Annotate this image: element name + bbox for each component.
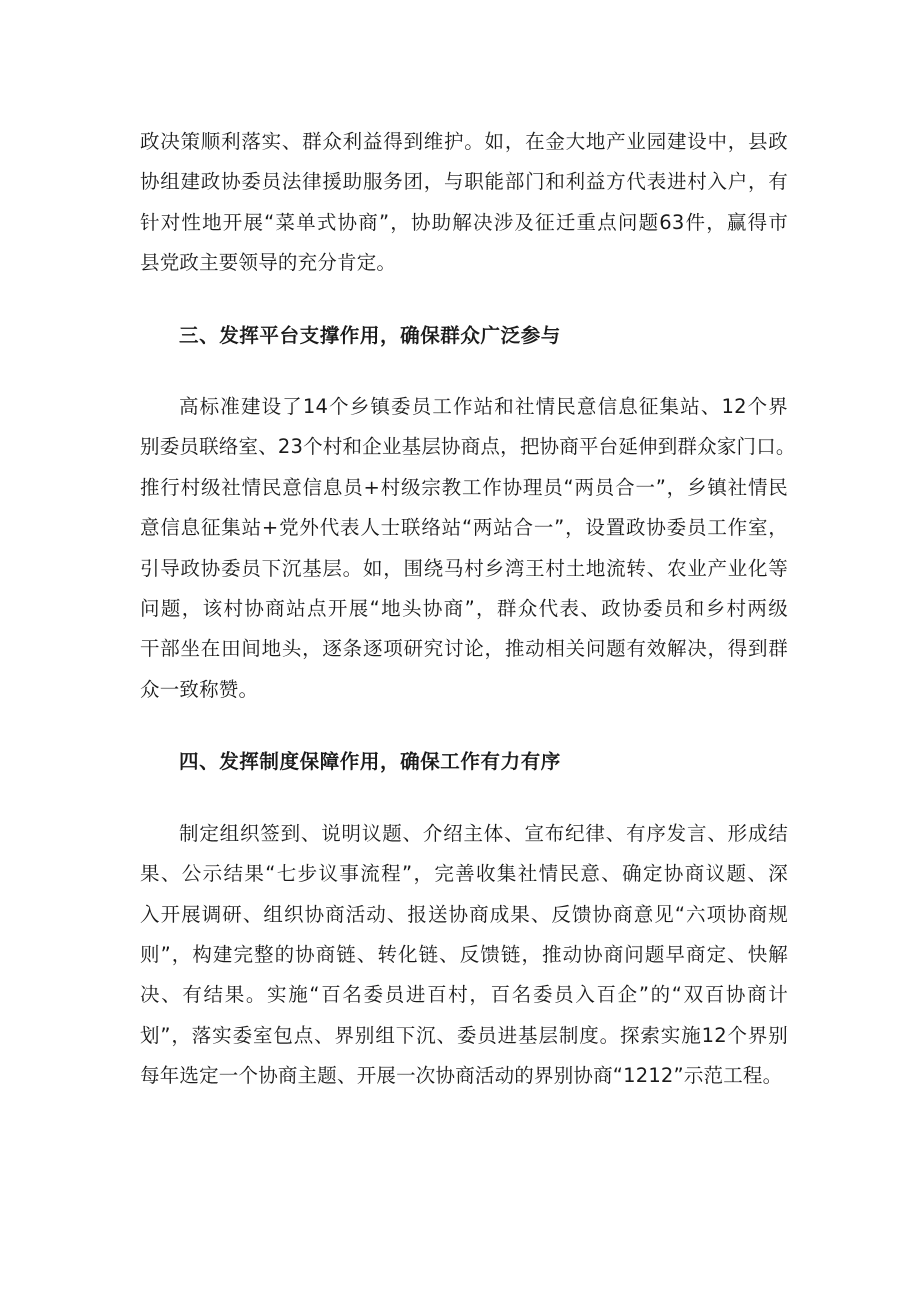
paragraph-line: 推行村级社情民意信息员+村级宗教工作协理员“两员合一”，乡镇社情民 [140,475,788,499]
paragraph-line: 众一致称赞。 [140,677,259,701]
paragraph-line: 针对性地开展“菜单式协商”，协助解决涉及征迁重点问题63件，赢得市 [140,210,788,234]
paragraph-line: 县党政主要领导的充分肯定。 [140,251,397,275]
paragraph-line: 入开展调研、组织协商活动、报送协商成果、反馈协商意见“六项协商规 [140,902,788,926]
paragraph-line: 意信息征集站+党外代表人士联络站“两站合一”，设置政协委员工作室， [140,516,788,540]
paragraph-line: 决、有结果。实施“百名委员进百村，百名委员入百企”的“双百协商计 [140,983,788,1007]
paragraph-section-3 [140,387,796,710]
paragraph-line: 高标准建设了14个乡镇委员工作站和社情民意信息征集站、12个界 [179,395,788,419]
paragraph-intro [140,122,788,284]
paragraph-section-4 [140,814,788,1097]
paragraph-line: 果、公示结果“七步议事流程”，完善收集社情民意、确定协商议题、深 [140,862,788,886]
section-heading-4: 四、发挥制度保障作用，确保工作有力有序 [179,750,561,774]
paragraph-line: 制定组织签到、说明议题、介绍主体、宣布纪律、有序发言、形成结 [179,821,788,845]
section-heading-3: 三、发挥平台支撑作用，确保群众广泛参与 [179,323,561,347]
paragraph-line: 政决策顺利落实、群众利益得到维护。如，在金大地产业园建设中，县政 [140,130,788,153]
paragraph-line: 协组建政协委员法律援助服务团，与职能部门和利益方代表进村入户，有 [140,170,788,194]
paragraph-line: 干部坐在田间地头，逐条逐项研究讨论，推动相关问题有效解决，得到群 [140,637,788,661]
paragraph-line: 问题，该村协商站点开展“地头协商”，群众代表、政协委员和乡村两级 [140,597,788,621]
paragraph-line: 则”，构建完整的协商链、转化链、反馈链，推动协商问题早商定、快解 [140,942,788,966]
paragraph-line: 别委员联络室、23个村和企业基层协商点，把协商平台延伸到群众家门口。 [140,435,796,459]
paragraph-line: 引导政协委员下沉基层。如，围绕马村乡湾王村土地流转、农业产业化等 [140,556,788,580]
document-body [140,122,796,1097]
paragraph-line: 每年选定一个协商主题、开展一次协商活动的界别协商“1212”示范工程。 [140,1064,783,1088]
paragraph-line: 划”，落实委室包点、界别组下沉、委员进基层制度。探索实施12个界别 [140,1023,788,1047]
